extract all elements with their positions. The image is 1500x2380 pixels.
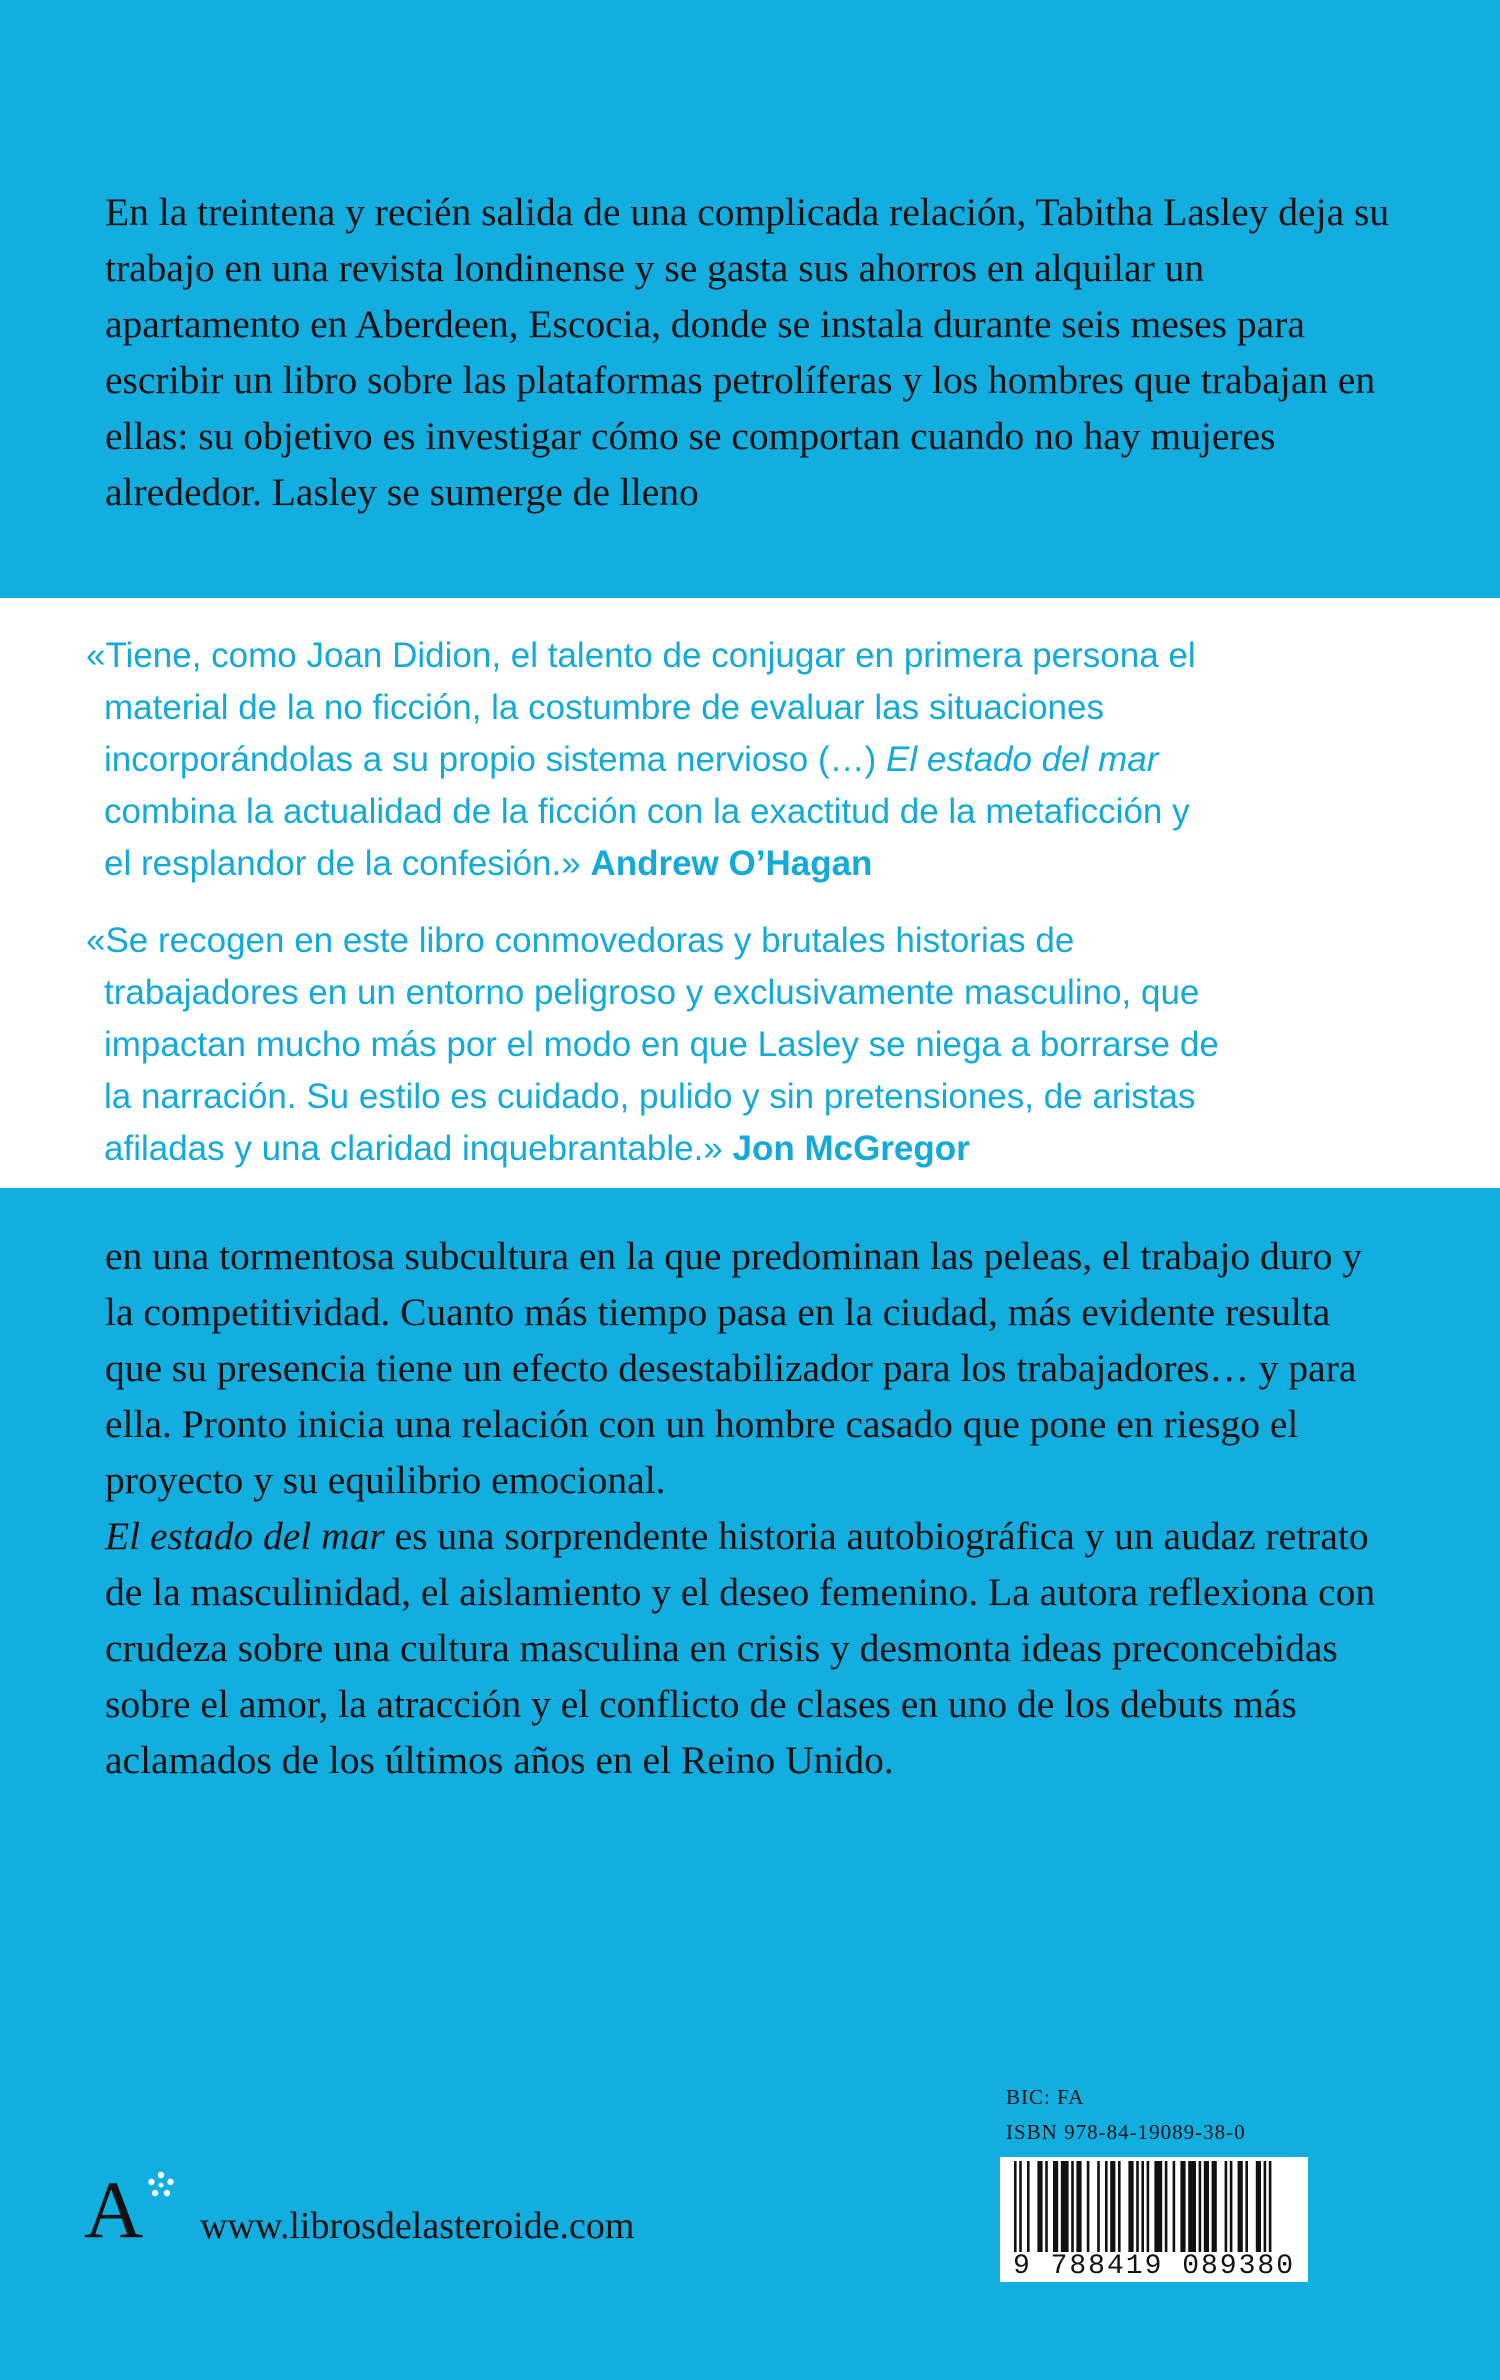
- barcode-bar: [1037, 2161, 1042, 2253]
- quote-author: Andrew O’Hagan: [590, 844, 873, 883]
- barcode-bar: [1087, 2161, 1090, 2253]
- barcode-bar: [1110, 2161, 1115, 2253]
- barcode-bar: [1141, 2161, 1144, 2253]
- quote-line: combina la actualidad de la ficción con la exactitud de la metaficción y: [104, 792, 1190, 831]
- bic-code: BIC: FA: [1006, 2085, 1085, 2109]
- asterisk-flower-icon: [146, 2170, 176, 2200]
- barcode-bar: [1076, 2161, 1081, 2253]
- synopsis-intro-text: En la treintena y recién salida de una complicada relación, Tabitha Lasley deja su trabajo en una revista londinense y se gasta sus ahorros en alquilar un apartamento en Aberdeen, Escocia, donde se instala durante seis meses para escribir un libro sobre las plataformas petrolíferas y los hombres que trabajan en ellas: su objetivo es investigar cómo se comportan cuando no hay mujeres alrededor. Lasley se sumerge de lleno: [105, 190, 1390, 514]
- barcode-bar: [1136, 2161, 1139, 2253]
- barcode-bar: [1105, 2161, 1108, 2253]
- barcode-bar: [1014, 2161, 1017, 2253]
- synopsis-paragraph: [105, 1508, 1395, 1788]
- barcode-bar: [1045, 2161, 1048, 2253]
- barcode-bar: [1230, 2161, 1233, 2253]
- barcode-bar: [1097, 2161, 1100, 2253]
- isbn-number: ISBN 978-84-19089-38-0: [1006, 2120, 1246, 2144]
- barcode-bar: [1264, 2161, 1267, 2253]
- logo-letter: A: [84, 2164, 144, 2255]
- barcode-bar: [1180, 2161, 1185, 2253]
- barcode-bar: [1027, 2161, 1030, 2253]
- barcode-bar: [1256, 2161, 1261, 2253]
- quote-line: «Tiene, como Joan Didion, el talento de conjugar en primera persona el: [86, 636, 1196, 675]
- review-quote-ohagan: [86, 630, 1406, 890]
- barcode-bar: [1199, 2161, 1202, 2253]
- synopsis-paragraph: en una tormentosa subcultura en la que predominan las peleas, el trabajo duro y la competitividad. Cuanto más tiempo pasa en la ciudad, más evidente resulta que su presencia tiene un efecto desestabilizador para los trabajadores… y para ella. Pronto inicia una relación con un hombre casado que pone en riesgo el proyecto y su equilibrio emocional.: [105, 1234, 1362, 1502]
- quote-line: trabajadores en un entorno peligroso y exclusivamente masculino, que: [104, 973, 1200, 1012]
- barcode-bar: [1053, 2161, 1058, 2253]
- barcode-bar: [1019, 2161, 1022, 2253]
- barcode-bar: [1128, 2161, 1133, 2253]
- barcode-bar: [1204, 2161, 1209, 2253]
- barcode-bar: [1245, 2161, 1248, 2253]
- barcode-bar: [1165, 2161, 1168, 2253]
- barcode: [1000, 2157, 1308, 2282]
- quote-line: impactan mucho más por el modo en que Lasley se niega a borrarse de: [104, 1025, 1219, 1064]
- quote-line: material de la no ficción, la costumbre de evaluar las situaciones: [104, 688, 1104, 727]
- quote-line: [86, 838, 1406, 890]
- barcode-bar: [1061, 2161, 1069, 2253]
- quote-line-text: el resplandor de la confesión.»: [104, 844, 591, 883]
- barcode-bar: [1269, 2161, 1272, 2253]
- barcode-bar: [1118, 2161, 1121, 2253]
- book-title: El estado del mar: [886, 740, 1159, 779]
- barcode-bar: [1225, 2161, 1228, 2253]
- quote-line: la narración. Su estilo es cuidado, pulido y sin pretensiones, de aristas: [104, 1077, 1196, 1116]
- synopsis-intro: [105, 184, 1395, 520]
- barcode-bar: [1147, 2161, 1150, 2253]
- publisher-logo: [84, 2164, 174, 2255]
- barcode-bar: [1188, 2161, 1196, 2253]
- quote-line: «Se recogen en este libro conmovedoras y brutales historias de: [86, 921, 1075, 960]
- quote-author: Jon McGregor: [732, 1129, 970, 1168]
- barcode-bar: [1154, 2161, 1162, 2253]
- quote-line: [86, 734, 1406, 786]
- quote-line: [86, 1123, 1406, 1175]
- quote-line-text: afiladas y una claridad inquebrantable.»: [104, 1129, 733, 1168]
- synopsis-continued: [105, 1228, 1395, 1788]
- barcode-bar: [1173, 2161, 1176, 2253]
- barcode-bar: [1071, 2161, 1074, 2253]
- synopsis-paragraph-text: es una sorprendente historia autobiográfica y un audaz retrato de la masculinidad, el aislamiento y el deseo femenino. La autora reflexiona con crudeza sobre una cultura masculina en crisis y desmonta ideas preconcebidas sobre el amor, la atracción y el conflicto de clases en uno de los debuts más aclamados de los últimos años en el Reino Unido.: [105, 1514, 1376, 1782]
- quote-line-text: incorporándolas a su propio sistema nervioso (…): [104, 740, 887, 779]
- review-quote-mcgregor: [86, 915, 1406, 1175]
- book-title: El estado del mar: [105, 1514, 385, 1558]
- barcode-bar: [1212, 2161, 1217, 2253]
- publisher-website[interactable]: www.librosdelasteroide.com: [200, 2205, 635, 2247]
- barcode-digits: 9 788419 089380: [1000, 2252, 1308, 2282]
- barcode-bar: [1238, 2161, 1243, 2253]
